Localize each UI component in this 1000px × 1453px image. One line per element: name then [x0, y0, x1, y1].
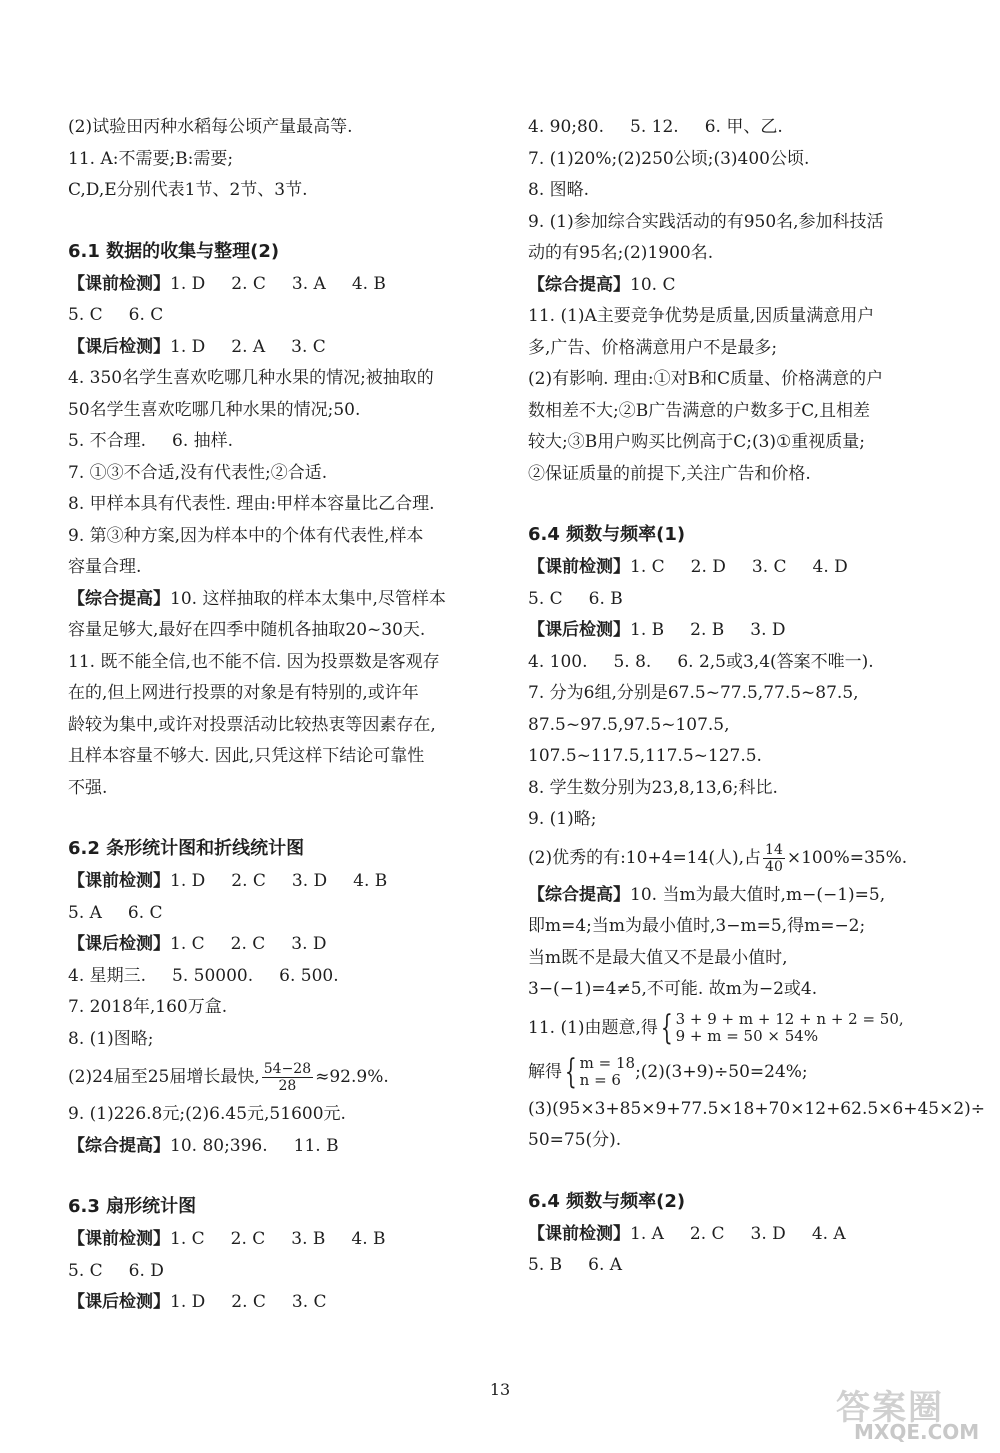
answer-item: 5. 不合理. [68, 431, 147, 451]
section-label: 【课后检测】 [68, 1292, 170, 1312]
answer-line: 50名学生喜欢吃哪几种水果的情况;50. [68, 399, 361, 420]
answer-line: 7. 2018年,160万盒. [68, 997, 228, 1017]
answer-item: 5. 50000. [172, 965, 254, 986]
fraction-suffix: ≈92.9%. [315, 1067, 389, 1087]
answer-item: 1. D [170, 336, 206, 357]
answer-item: 10. 这样抽取的样本太集中,尽管样本 [170, 588, 446, 609]
section-label: 【课后检测】 [68, 336, 170, 357]
answer-row [68, 1131, 488, 1163]
answer-line: 9. (1)226.8元;(2)6.45元,51600元. [68, 1104, 346, 1124]
answer-item: 6. B [588, 588, 623, 609]
answer-line: 龄较为集中,或许对投票活动比较热衷等因素存在, [68, 714, 436, 735]
answer-item: 1. D [170, 273, 206, 294]
answer-row [528, 552, 958, 584]
answer-row [68, 961, 488, 993]
answer-item: 5. B [528, 1255, 563, 1275]
answer-line: (3)(95×3+85×9+77.5×18+70×12+62.5×6+45×2)÷ [528, 1098, 986, 1119]
answer-line: 3−(−1)=4≠5,不可能. 故m为−2或4. [528, 979, 818, 999]
answer-item: 10. 当m为最大值时,m−(−1)=5, [630, 884, 886, 905]
fraction-denominator: 40 [765, 858, 783, 875]
answer-item: 6. A [588, 1255, 623, 1275]
fraction [763, 842, 785, 875]
fraction-numerator: 54−28 [263, 1061, 312, 1077]
answer-line: 较大;③B用户购买比例高于C;(3)①重视质量; [528, 432, 866, 452]
answer-item: 1. C [630, 557, 665, 577]
answer-item: 10. C [630, 274, 676, 295]
equation: m = 18 [579, 1054, 636, 1072]
answer-row [528, 880, 958, 912]
answer-item: 1. C [170, 934, 205, 954]
section-heading: 6.4 频数与频率(1) [528, 524, 686, 545]
system-suffix: ;(2)(3+9)÷50=24%; [635, 1061, 808, 1082]
answer-row [528, 1219, 958, 1251]
answer-item: 3. D [750, 1223, 786, 1244]
answer-line: 不强. [68, 777, 108, 798]
answer-line: 87.5~97.5,97.5~107.5, [528, 714, 730, 735]
fraction-prefix: (2)24届至25届增长最快, [68, 1067, 260, 1087]
answer-row [68, 898, 488, 930]
answer-item: 1. A [630, 1223, 664, 1244]
answer-row [528, 584, 958, 616]
fraction-prefix: (2)优秀的有:10+4=14(人),占 [528, 847, 762, 868]
answer-line: 且样本容量不够大. 因此,只凭这样下结论可靠性 [68, 746, 425, 766]
answer-line: 动的有95名;(2)1900名. [528, 243, 714, 263]
answer-line: 9. (1)略; [528, 809, 597, 829]
answer-item: 4. 90;80. [528, 117, 605, 137]
answer-item: 3. A [291, 273, 326, 294]
answer-item: 6. 抽样. [172, 431, 234, 451]
answer-line: 9. 第③种方案,因为样本中的个体有代表性,样本 [68, 525, 424, 546]
answer-item: 4. B [353, 871, 388, 891]
answer-item: 5. C [68, 305, 103, 325]
answer-item: 5. A [68, 902, 102, 923]
section-label: 【综合提高】 [528, 274, 630, 295]
section-label: 【综合提高】 [528, 884, 630, 905]
answer-item: 11. B [293, 1135, 339, 1156]
answer-item: 6. D [128, 1260, 164, 1281]
answer-item: 2. C [231, 273, 266, 294]
answer-line: 50=75(分). [528, 1130, 622, 1150]
answer-row [68, 1287, 488, 1319]
answer-row [68, 332, 488, 364]
answer-item: 6. C [128, 305, 164, 325]
equation-system-line [528, 1050, 958, 1094]
answer-line: 11. A:不需要;B:需要; [68, 148, 234, 169]
answer-item: 6. 2,5或3,4(答案不唯一). [677, 651, 874, 672]
equation-system [676, 1011, 904, 1045]
fraction-numerator: 14 [765, 841, 783, 858]
answer-item: 2. D [690, 557, 726, 577]
answer-row [68, 866, 488, 898]
answer-line: 数相差不大;②B广告满意的户数多于C,且相差 [528, 400, 871, 421]
system-prefix: 11. (1)由题意,得 [528, 1017, 658, 1038]
brace-symbol: { [660, 1008, 673, 1048]
section-label: 【课前检测】 [68, 871, 170, 891]
answer-item: 3. D [750, 620, 786, 640]
answer-line: 7. ①③不合适,没有代表性;②合适. [68, 462, 328, 483]
answer-line: (2)试验田丙种水稻每公顷产量最高等. [68, 117, 353, 137]
answer-item: 2. C [231, 1292, 266, 1312]
answer-item: 4. 100. [528, 651, 588, 672]
answer-line: 在的,但上网进行投票的对象是有特别的,或许年 [68, 683, 419, 703]
answer-item: 4. 星期三. [68, 965, 147, 986]
answer-row [68, 1256, 488, 1288]
answer-item: 6. 500. [279, 965, 339, 986]
answer-row [68, 584, 488, 616]
answer-line: 当m既不是最大值又不是最小值时, [528, 947, 788, 968]
answer-row [68, 269, 488, 301]
section-label: 【课后检测】 [528, 620, 630, 640]
equation: 9 + m = 50 × 54% [675, 1027, 819, 1045]
brace-symbol: { [564, 1052, 577, 1092]
answer-item: 4. A [811, 1223, 846, 1244]
section-label: 【综合提高】 [68, 1135, 170, 1156]
answer-item: 1. C [170, 1229, 205, 1249]
answer-line: 多,广告、价格满意用户不是最多; [528, 337, 778, 358]
answer-line: 即m=4;当m为最小值时,3−m=5,得m=−2; [528, 916, 866, 936]
fraction-denominator: 28 [278, 1078, 297, 1094]
answer-item: 5. C [528, 588, 563, 609]
answer-row [528, 270, 958, 302]
answer-row [528, 112, 958, 144]
section-heading: 6.1 数据的收集与整理(2) [68, 240, 280, 262]
answer-row [528, 647, 958, 679]
answer-line: 11. (1)A主要竞争优势是质量,因质量满意用户 [528, 306, 875, 326]
section-label: 【课后检测】 [68, 934, 170, 954]
answer-item: 6. 甲、乙. [704, 117, 783, 137]
watermark-site: MXQE.COM [854, 1420, 980, 1444]
answer-item: 3. C [751, 557, 787, 577]
answer-item: 3. B [291, 1229, 326, 1249]
answer-item: 10. 80;396. [170, 1135, 268, 1156]
answer-item: 1. D [170, 871, 206, 891]
answer-item: 5. C [68, 1260, 103, 1281]
answer-row [68, 929, 488, 961]
section-heading: 6.2 条形统计图和折线统计图 [68, 838, 305, 859]
section-label: 【课前检测】 [68, 273, 170, 294]
fraction-suffix: ×100%=35%. [786, 847, 908, 868]
answer-line: 9. (1)参加综合实践活动的有950名,参加科技活 [528, 211, 884, 232]
system-prefix: 解得 [528, 1061, 562, 1082]
answer-line: ②保证质量的前提下,关注广告和价格. [528, 463, 811, 484]
section-label: 【课前检测】 [68, 1229, 170, 1249]
answer-item: 3. C [291, 1292, 327, 1312]
answer-line: 107.5~117.5,117.5~127.5. [528, 746, 762, 766]
answer-row [68, 1224, 488, 1256]
answer-line: 7. 分为6组,分别是67.5~77.5,77.5~87.5, [528, 683, 859, 703]
fraction [262, 1061, 313, 1094]
equation-system-line [528, 1006, 958, 1050]
page-number: 13 [489, 1380, 511, 1399]
answer-line: (2)有影响. 理由:①对B和C质量、价格满意的户 [528, 369, 884, 389]
answer-item: 4. B [351, 273, 386, 294]
answer-row [68, 300, 488, 332]
answer-item: 6. C [127, 902, 163, 923]
answer-line: 8. 甲样本具有代表性. 理由:甲样本容量比乙合理. [68, 494, 435, 514]
answer-item: 4. B [351, 1229, 386, 1249]
equation: 3 + 9 + m + 12 + n + 2 = 50, [675, 1010, 904, 1028]
section-heading: 6.4 频数与频率(2) [528, 1190, 686, 1212]
answer-line: 容量足够大,最好在四季中随机各抽取20~30天. [68, 620, 426, 640]
answer-line: 8. (1)图略; [68, 1028, 154, 1049]
answer-item: 3. D [291, 871, 328, 891]
answer-line: 容量合理. [68, 557, 142, 577]
answer-line: 4. 350名学生喜欢吃哪几种水果的情况;被抽取的 [68, 368, 434, 388]
watermark-glyphs: 答案圈 [836, 1388, 944, 1428]
answer-line: 7. (1)20%;(2)250公顷;(3)400公顷. [528, 148, 810, 169]
answer-item: 2. B [690, 620, 725, 640]
answer-item: 2. A [231, 336, 266, 357]
answer-row [68, 426, 488, 458]
answer-item: 2. C [689, 1223, 725, 1244]
fraction-line [68, 1055, 488, 1099]
answer-item: 3. C [291, 336, 326, 357]
equation: n = 6 [579, 1071, 621, 1089]
section-label: 【课前检测】 [528, 557, 630, 577]
answer-item: 4. D [812, 557, 848, 577]
right-column [528, 112, 986, 1282]
fraction-line [528, 836, 958, 880]
left-column [68, 112, 488, 1319]
equation-system [580, 1055, 635, 1089]
answer-item: 2. C [230, 1229, 266, 1249]
answer-line: 8. 学生数分别为23,8,13,6;科比. [528, 777, 778, 798]
answer-line: 8. 图略. [528, 180, 590, 200]
answer-line: 11. 既不能全信,也不能不信. 因为投票数是客观存 [68, 651, 440, 672]
answer-row [528, 1250, 958, 1282]
answer-item: 1. D [170, 1292, 206, 1312]
answer-row [528, 615, 958, 647]
section-label: 【综合提高】 [68, 588, 170, 609]
section-heading: 6.3 扇形统计图 [68, 1196, 197, 1217]
answer-item: 5. 12. [630, 117, 679, 137]
section-label: 【课前检测】 [528, 1223, 630, 1244]
watermark-logo [828, 1384, 978, 1444]
answer-item: 3. D [291, 934, 327, 954]
answer-item: 2. C [230, 934, 266, 954]
answer-item: 1. B [630, 620, 665, 640]
answer-line: C,D,E分别代表1节、2节、3节. [68, 180, 308, 200]
answer-item: 2. C [231, 871, 266, 891]
answer-item: 5. 8. [613, 651, 652, 672]
